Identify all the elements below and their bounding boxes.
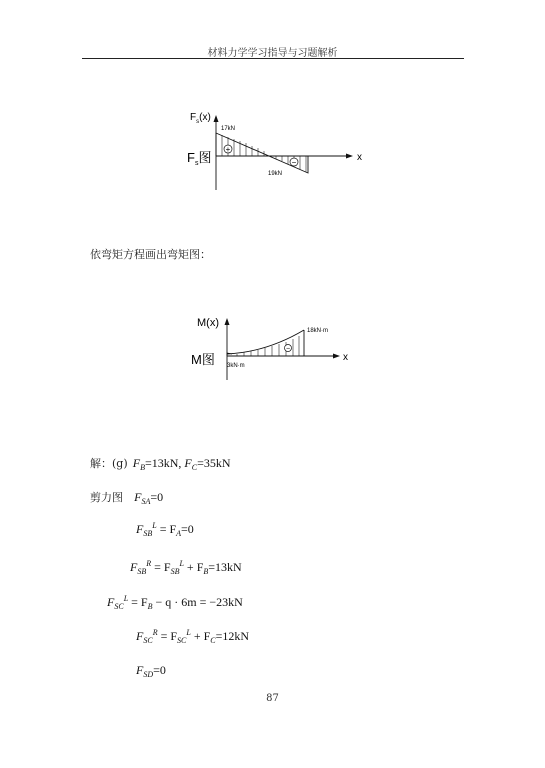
eq-fsb-left: $F_{SB}^L = F_A=0$ <box>136 521 194 538</box>
shear-diagram-label: $F_s$图 <box>187 150 212 167</box>
solution-prefix: 解：(g) <box>90 457 128 470</box>
shear-force-equations-header <box>90 486 163 506</box>
moment-intro: 依弯矩方程画出弯矩图： <box>90 248 211 261</box>
eq-fsc-right: $F_{SC}^R = F_{SC}^L + F_C=12kN$ <box>136 628 250 645</box>
moment-curve <box>227 330 304 354</box>
page-number: 87 <box>266 693 279 704</box>
shear-x-label: x <box>357 152 362 163</box>
eq-fsa: $F_{SA}=0$ <box>134 490 164 506</box>
eq-fsd: $F_{SD}=0$ <box>136 663 166 679</box>
shear-axis-label: $F_s(x)$ <box>190 112 211 125</box>
shear-x-arrow <box>346 154 353 159</box>
moment-x-arrow <box>333 354 340 359</box>
shear-force-diagram <box>170 105 370 195</box>
moment-right-value: 18kN·m <box>307 328 329 334</box>
reaction-fc: $F_C=35kN$ <box>184 456 231 472</box>
moment-sign: − <box>285 345 291 353</box>
moment-x-label: x <box>343 352 348 363</box>
shear-pos-value: 17kN <box>221 126 236 132</box>
moment-left-value: 3kN·m <box>227 363 245 369</box>
moment-y-arrow <box>225 318 230 325</box>
moment-diagram <box>185 310 360 385</box>
shear-y-arrow <box>214 115 219 122</box>
solution-reactions <box>90 452 231 472</box>
moment-diagram-label: M图 <box>191 352 215 367</box>
eq-fsc-left: $F_{SC}^L = F_B - q \cdot 6m = -23kN$ <box>107 594 243 611</box>
shear-neg-value: 19kN <box>268 171 283 177</box>
shear-neg-sign: − <box>291 158 297 167</box>
reaction-fb: $F_B=13kN$, <box>132 456 182 472</box>
shear-pos-sign: + <box>225 145 231 154</box>
eq-fsb-right: $F_{SB}^R = F_{SB}^L + F_B=13kN$ <box>130 559 242 576</box>
shear-label: 剪力图 <box>90 491 123 504</box>
running-header: 材料力学学习指导与习题解析 <box>207 48 338 59</box>
moment-axis-label: M(x) <box>197 317 219 329</box>
header-rule <box>82 58 464 59</box>
